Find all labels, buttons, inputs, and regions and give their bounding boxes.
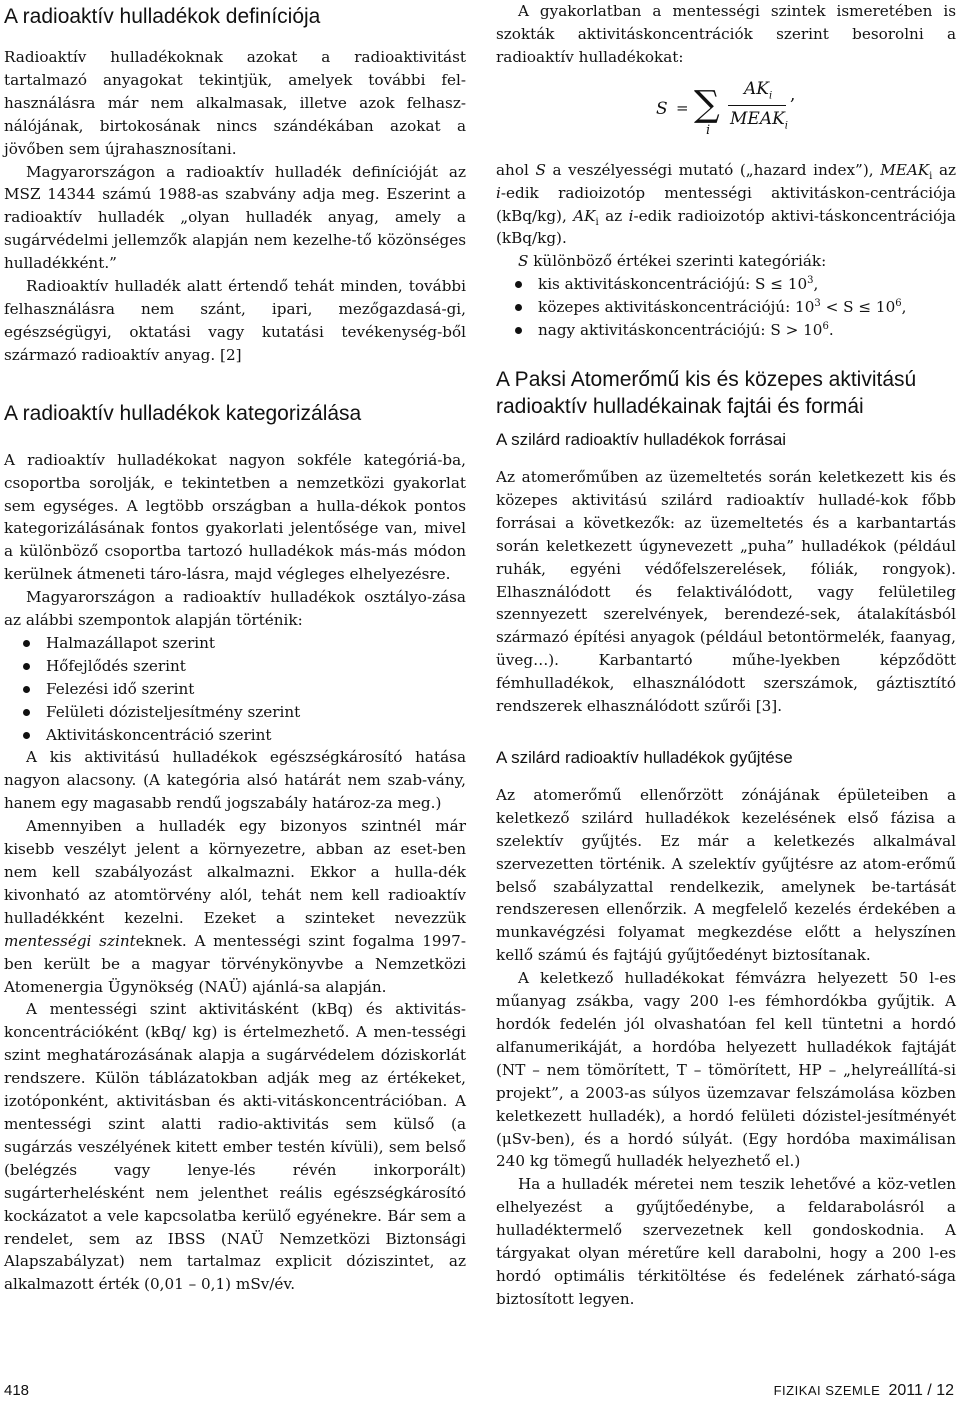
- right-column: [496, 0, 956, 1311]
- formula-index: i: [706, 122, 711, 138]
- journal-issue: 2011 / 12: [888, 1382, 954, 1399]
- text-segment: kis aktivitáskoncentrációjú: S ≤ 10: [538, 275, 808, 294]
- paragraph-msz-standard: Magyarországon a radioaktív hulladék definícióját az MSZ 14344 számú 1988-as szabvány adja meg. Eszerint a radioaktív hulladék „olyan hulladék anyag, amely a sugárvédelmi jellemzők alapján nem kezelhe-tő közönséges hulladékként.”: [4, 162, 466, 273]
- heading-solid-waste-collection: A szilárd radioaktív hulladékok gyűjtése: [496, 747, 793, 767]
- formula-numerator: [744, 78, 773, 102]
- formula-equals: =: [676, 98, 689, 117]
- text-segment: -edik radioizotóp aktivi-táskoncentrációja (kBq/kg).: [496, 206, 956, 248]
- exponent: 6: [895, 298, 902, 310]
- text-segment: ,: [901, 298, 907, 317]
- paragraph-low-activity: A kis aktivitású hulladékok egészségkárosító hatása nagyon alacsony. (A kategória alsó határát nem szab-vány, hanem egy magasabb rendű jogszabály határoz-za meg.): [4, 748, 466, 813]
- list-item: [496, 273, 956, 296]
- symbol-S: S: [518, 252, 529, 271]
- formula-sigma: ∑: [694, 83, 720, 125]
- exponent: 6: [822, 321, 829, 332]
- text-segment: az: [598, 206, 629, 225]
- term-exemption-level: mentességi szint: [4, 931, 136, 950]
- paragraph-selective-collection: Az atomerőmű ellenőrzött zónájának épületeiben a keletkező szilárd hulladékok kezelésének első fázisa a szelektív gyűjtés. Ez már a keletkezés alkalmával szervezetten történik. A szelektív gyűjtésre az atom-erőmű belső szabályzattal rendelkezik, amelynek be-tartását rendszeresen ellenőrzik. A megfelelő kezelés érdekében a munkavégzési folyamat megkezdése előtt a helyszínen kellő számú és fajtájú gyűjtőedényt biztosítanak.: [496, 785, 956, 965]
- text-segment: az: [932, 160, 957, 179]
- paragraph-definition: Radioaktív hulladékoknak azokat a radioaktivitást tartalmazó anyagokat tekintjük, amelyek további fel-használásra már nem alkalmasak, illetve azok felhasz-nálójának, birtokosának nincs szándékában azokat a jövőben sem újrahasznosítani.: [4, 48, 466, 158]
- text-segment: < S ≤ 10: [820, 298, 896, 317]
- heading-categorization: A radioaktív hulladékok kategorizálása: [4, 401, 362, 425]
- paragraph-classification-intro: Magyarországon a radioaktív hulladékok osztályo-zása az alábbi szempontok alapján történik:: [4, 588, 466, 630]
- classification-criteria-list: [4, 632, 466, 747]
- text-segment: Amennyiben a hulladék egy bizonyos szintnél már kisebb veszélyt jelent a környezetre, abban az eset-ben nem kell szabályozást alkalmazni. Ekkor a hulla-dék kivonható az atomtörvény alól, tehát nem kell radioaktív hulladékként kezelni. Ezeket a szinteket nevezzük: [4, 817, 466, 927]
- list-item: Aktivitáskoncentráció szerint: [4, 724, 466, 747]
- symbol-sub: i: [929, 170, 933, 182]
- paragraph-exemption-activity: A mentességi szint aktivitásként (kBq) és aktivitás-koncentrációként (kBq/ kg) is értelmezhető. A men-tességi szint meghatározásának alapja a sugárvédelem dóziskorlát rendszere. Külön táblázatokban adják meg az értékeket, izotóponként, aktivitásban és akti-vitáskoncentrációban. A mentességi szint alatti radio-aktivitás sem külső (a sugárzás veszélyének kitett ember testén kívüli), sem belső (belégzés vagy lenye-lés révén inkorporált) sugárterhelésként nem jelenthet reális egészségkárosító kockázatot a vele kapcsolatba kerülő egyénekre. Bár sem a rendelet, sem az IBSS (NAÜ Nemzetközi Biztonsági Alapszabályzat) nem tartalmaz explicit dóziszintet, az alkalmazott érték (0,01 – 0,1) mSv/év.: [4, 1000, 466, 1294]
- text-segment: .: [828, 321, 834, 340]
- formula-denominator: [730, 108, 788, 132]
- paragraph-categories: A radioaktív hulladékokat nagyon sokféle kategóriá-ba, csoportba sorolják, e tekintetben a nemzetközi gyakorlat sem egységes. A legtöbb országban a hulla-dékok pontos kategorizálásának fontos gyakorlati jelentősége van, mivel a különböző csoportba tartozó hulladékok más-más módon kerülnek átmeneti táro-lásra, majd végleges elhelyezésre.: [4, 450, 466, 584]
- symbol-ak: AK: [573, 206, 596, 225]
- left-column: [4, 0, 466, 1296]
- list-item: Halmazállapot szerint: [4, 632, 466, 655]
- text-segment: ahol: [496, 160, 536, 179]
- list-item: Felezési idő szerint: [4, 678, 466, 701]
- fraction-bar: [728, 105, 786, 106]
- heading-paks-waste: A Paksi Atomerőmű kis és közepes aktivitású radioaktív hulladékainak fajtái és formái: [496, 367, 917, 418]
- text-segment: közepes aktivitáskoncentrációjú: 10: [538, 298, 815, 317]
- paragraph-formula-explanation: [496, 159, 956, 251]
- symbol-S: S: [535, 160, 546, 179]
- paragraph-waste-sources: Az atomerőműben az üzemeltetés során keletkezett kis és közepes aktivitású szilárd radioaktív hulladé-kok főbb forrásai a következők: az üzemeltetés és a karbantartás során keletkezett úgynevezett „puha” hulladékok (például ruhák, egyéni védőfelszerelések, fóliák, rongyok). Elhasználódott és felaktiválódott, vagy felületileg szennyezett szerelvények, berendezé-sek, átalakításból származó építési anyagok (például betontörmelék, faanyag, üveg…). Karbantartó műhe-lyekben képződött fémhulladékok, elhasználódott szerszámok, gáztisztító rendszerek elhasználódott szűrői [3].: [496, 467, 956, 716]
- page-number: 418: [4, 1382, 30, 1399]
- activity-category-list: [496, 273, 956, 342]
- list-item: [496, 319, 956, 342]
- list-item: Felületi dózisteljesítmény szerint: [4, 701, 466, 724]
- text-segment: -edik radioizotóp mentességi aktivitáskon-centrációja (kBq/kg),: [496, 183, 956, 225]
- formula-lhs: S: [656, 98, 668, 119]
- denominator-text: MEAK: [730, 108, 785, 129]
- journal-footer: [774, 1381, 954, 1401]
- heading-definitions: A radioaktív hulladékok definíciója: [4, 5, 321, 28]
- text-segment: eknek. A mentességi szint fogalma 1997-ben került be a magyar törvénykönyvbe a Nemzetközi Atomenergia Ügynökség (NAÜ) ajánlá-sa alapján.: [4, 931, 466, 996]
- denominator-sub: i: [784, 120, 788, 132]
- exponent: 3: [807, 275, 814, 287]
- symbol-meak: MEAK: [880, 160, 930, 179]
- symbol-i: i: [496, 183, 501, 202]
- list-item: [496, 296, 956, 319]
- text-segment: különböző értékei szerinti kategóriák:: [528, 252, 827, 271]
- paragraph-cutting: Ha a hulladék méretei nem teszik lehetővé a köz-vetlen elhelyezést a gyűjtőedénybe, a feldarabolásról a hulladéktermelő szervezetnek kell gondoskodnia. A tárgyakat olyan méretűre kell darabolni, hogy a 200 l-es hordó optimális térkitöltése és fedelének zárható-sága biztosított legyen.: [496, 1175, 956, 1308]
- numerator-text: AK: [744, 78, 769, 99]
- symbol-sub: i: [595, 216, 599, 228]
- exponent: 3: [814, 298, 821, 310]
- text-segment: a veszélyességi mutató („hazard index”),: [545, 160, 881, 179]
- numerator-sub: i: [768, 90, 773, 102]
- paragraph-exemption-levels: [4, 815, 466, 998]
- text-segment: ,: [813, 275, 819, 294]
- paragraph-radioactive-waste-scope: Radioaktív hulladék alatt értendő tehát minden, további felhasználásra nem szánt, ipari, mezőgazdasá-gi, egészségügyi, oktatási vagy kutatási tevékenység-ből származó radioaktív anyag. [2]: [4, 277, 466, 364]
- hazard-index-formula: [496, 75, 956, 151]
- text-segment: nagy aktivitáskoncentrációjú: S > 10: [538, 321, 823, 340]
- paragraph-practice-classification: A gyakorlatban a mentességi szintek ismeretében is szokták aktivitáskoncentrációk szerint besorolni a radioaktív hulladékokat:: [496, 2, 956, 66]
- paragraph-categories-intro: [496, 250, 956, 273]
- symbol-i: i: [628, 206, 634, 225]
- list-item: Hőfejlődés szerint: [4, 655, 466, 678]
- paragraph-barrels: A keletkező hulladékokat fémvázra helyezett 50 l-es műanyag zsákba, vagy 200 l-es fémhordókba gyűjtik. A hordók fedelén jól olvashatóan fel kell tüntetni a hordó alfanumerikáját, a hordóba helyezett hulladékok fajtáját (NT – nem tömörített, T – tömörített, HP – „helyreállítá-si projekt”, a 2003-as súlyos üzemzavar felszámolása közben keletkezett hulladék), a hordó felületi dózistel-jesítményét (μSv-ben), és a hordó súlyát. (Egy hordóba maximálisan 240 kg tömegű hulladék helyezhető el.): [496, 969, 956, 1171]
- formula-comma: ,: [790, 84, 796, 105]
- journal-name: FIZIKAI SZEMLE: [773, 1383, 881, 1398]
- heading-solid-waste-sources: A szilárd radioaktív hulladékok forrásai: [496, 429, 787, 449]
